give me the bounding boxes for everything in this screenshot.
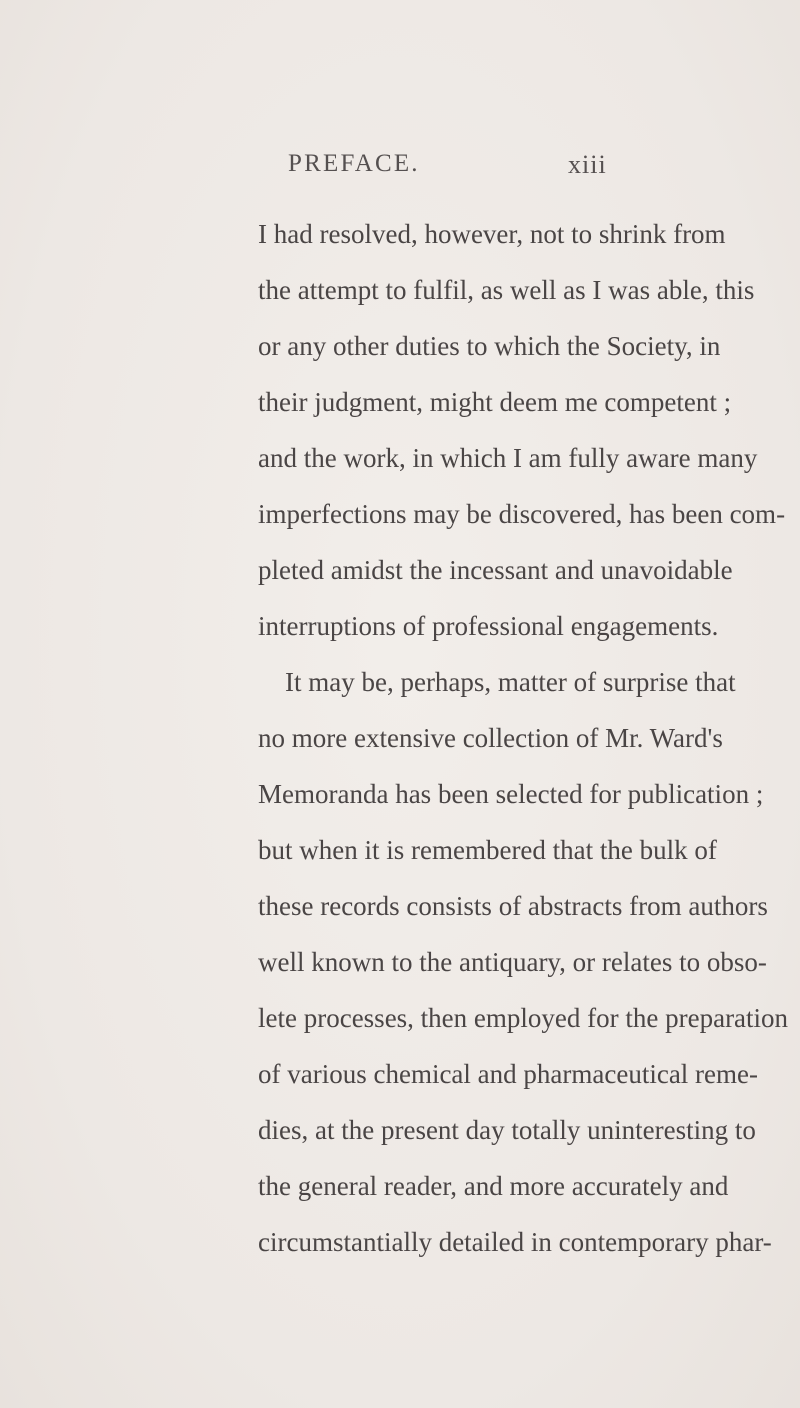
page-number: xiii <box>568 150 607 179</box>
text-line: pleted amidst the incessant and unavoidable <box>258 555 733 585</box>
text-line: interruptions of professional engagements. <box>258 611 719 641</box>
text-line: dies, at the present day totally uninteresting to <box>258 1115 756 1145</box>
text-line: I had resolved, however, not to shrink from <box>258 219 726 249</box>
running-head <box>0 150 800 190</box>
running-title: PREFACE. <box>288 150 420 177</box>
text-line: Memoranda has been selected for publication ; <box>258 779 764 809</box>
text-line: and the work, in which I am fully aware many <box>258 443 758 473</box>
text-line: or any other duties to which the Society, in <box>258 331 721 361</box>
text-line: the attempt to fulfil, as well as I was able, this <box>258 275 755 305</box>
text-line: well known to the antiquary, or relates to obso- <box>258 947 767 977</box>
text-line: lete processes, then employed for the preparation <box>258 1003 789 1033</box>
text-line: no more extensive collection of Mr. Ward's <box>258 723 723 753</box>
text-line: of various chemical and pharmaceutical reme- <box>258 1059 759 1089</box>
text-line: the general reader, and more accurately and <box>258 1171 729 1201</box>
text-line: circumstantially detailed in contemporary phar- <box>258 1227 772 1257</box>
text-line: but when it is remembered that the bulk of <box>258 835 717 865</box>
text-line: imperfections may be discovered, has been com- <box>258 499 786 529</box>
text-line: It may be, perhaps, matter of surprise that <box>285 667 736 697</box>
text-line: these records consists of abstracts from authors <box>258 891 768 921</box>
text-line: their judgment, might deem me competent ; <box>258 387 732 417</box>
